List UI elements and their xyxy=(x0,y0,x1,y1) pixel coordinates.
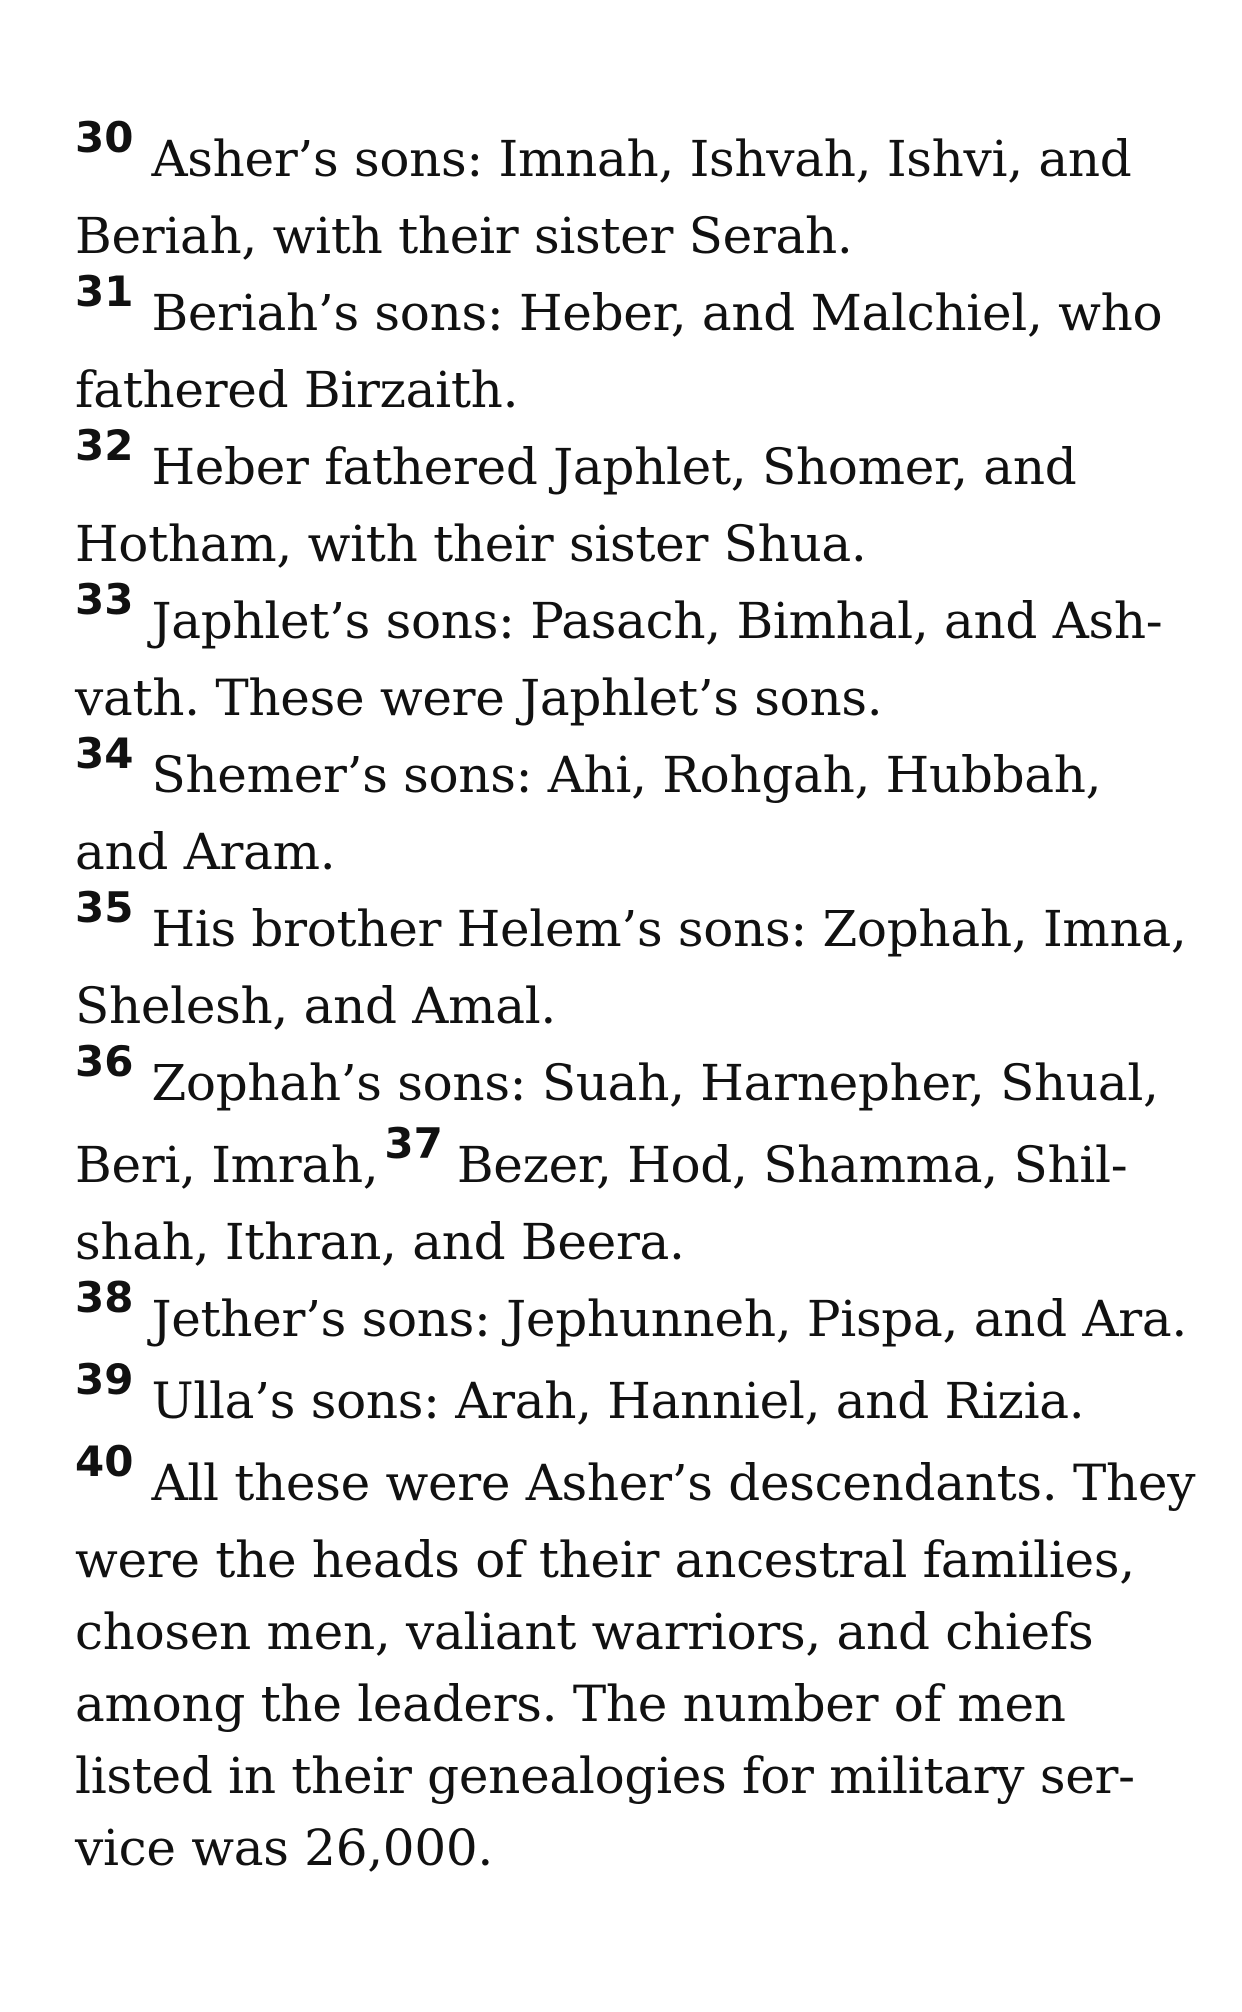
verse-text: Beri, Imrah, xyxy=(75,1136,379,1194)
verse-text: Jether’s sons: Jephunneh, Pispa, and Ara. xyxy=(151,1290,1187,1348)
verse-line xyxy=(75,1037,1195,1124)
verse-line xyxy=(75,575,1195,662)
verse-number: 33 xyxy=(75,575,134,624)
verse-text: Heber fathered Japhlet, Shomer, and xyxy=(151,438,1077,496)
verse-line xyxy=(75,662,1195,734)
verse-text: Zophah’s sons: Suah, Harnepher, Shual, xyxy=(151,1054,1159,1112)
verse-text: shah, Ithran, and Beera. xyxy=(75,1213,685,1271)
verse-text: and Aram. xyxy=(75,823,336,881)
scripture-page xyxy=(75,113,1196,1884)
verse-line xyxy=(75,1668,1195,1740)
verse-number: 37 xyxy=(384,1119,443,1168)
verse-text: Bezer, Hod, Shamma, Shil- xyxy=(456,1136,1128,1194)
verse-number: 38 xyxy=(75,1273,134,1322)
verse-text: Japhlet’s sons: Pasach, Bimhal, and Ash- xyxy=(151,592,1163,650)
verse-line xyxy=(75,1524,1195,1596)
verse-text: Hotham, with their sister Shua. xyxy=(75,515,867,573)
verse-line xyxy=(75,1119,1195,1206)
verse-text: Beriah, with their sister Serah. xyxy=(75,207,853,265)
verse-text: All these were Asher’s descendants. They xyxy=(151,1454,1196,1512)
verse-text: among the leaders. The number of men xyxy=(75,1675,1066,1733)
verse-text: listed in their genealogies for military ser- xyxy=(75,1747,1135,1805)
verse-line xyxy=(75,883,1195,970)
verse-text: Ulla’s sons: Arah, Hanniel, and Rizia. xyxy=(151,1372,1085,1430)
verse-text: vice was 26,000. xyxy=(75,1819,493,1877)
verse-text: Shelesh, and Amal. xyxy=(75,977,557,1035)
verse-number: 34 xyxy=(75,729,134,778)
verse-text: Shemer’s sons: Ahi, Rohgah, Hubbah, xyxy=(151,746,1102,804)
verse-line xyxy=(75,1273,1195,1360)
verse-number: 36 xyxy=(75,1037,134,1086)
verse-number: 30 xyxy=(75,113,134,162)
verse-line xyxy=(75,421,1195,508)
verse-number: 31 xyxy=(75,267,134,316)
verse-text: chosen men, valiant warriors, and chiefs xyxy=(75,1603,1094,1661)
verse-line xyxy=(75,113,1195,200)
verse-text: Asher’s sons: Imnah, Ishvah, Ishvi, and xyxy=(151,130,1132,188)
verse-line xyxy=(75,267,1195,354)
verse-number: 35 xyxy=(75,883,134,932)
verse-number: 39 xyxy=(75,1355,134,1404)
verse-line xyxy=(75,816,1195,888)
verse-line xyxy=(75,1812,1195,1884)
verse-line xyxy=(75,729,1195,816)
verse-text: Beriah’s sons: Heber, and Malchiel, who xyxy=(151,284,1163,342)
verse-line xyxy=(75,1437,1196,1524)
verse-line xyxy=(75,1355,1195,1442)
verse-line xyxy=(75,1596,1195,1668)
verse-line xyxy=(75,200,1195,272)
verse-text: His brother Helem’s sons: Zophah, Imna, xyxy=(151,900,1187,958)
verse-number: 40 xyxy=(75,1437,134,1486)
verse-line xyxy=(75,508,1195,580)
verse-line xyxy=(75,1740,1195,1812)
verse-text: vath. These were Japhlet’s sons. xyxy=(75,669,883,727)
verse-line xyxy=(75,970,1195,1042)
verse-text: fathered Birzaith. xyxy=(75,361,519,419)
verse-line xyxy=(75,354,1195,426)
verse-line xyxy=(75,1206,1195,1278)
verse-number: 32 xyxy=(75,421,134,470)
verse-text: were the heads of their ancestral families, xyxy=(75,1531,1135,1589)
